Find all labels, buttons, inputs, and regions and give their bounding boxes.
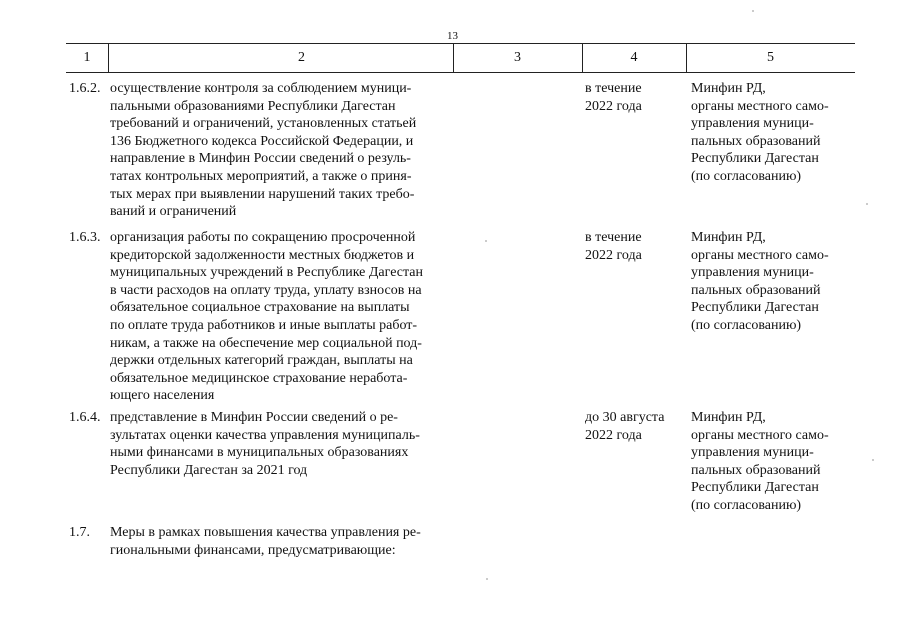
row-term: до 30 августа 2022 года: [585, 410, 665, 443]
column-header-2: 2: [298, 50, 305, 65]
row-number: 1.6.3.: [69, 230, 101, 245]
row-term: в течение 2022 года: [585, 230, 642, 263]
column-header-1: 1: [83, 50, 91, 65]
row-description: организация работы по сокращению просроченной кредиторской задолженности местных бюджетов и муниципальных учреждений в Республике Дагестан в части расходов на оплату труда, уплату взносов на обязательное социальное страхование на выплаты по оплате труда работников и иные выплаты работ- никам, а также на обеспечение мер социальной под- держки отдельных категорий граждан, выплаты на обязательное медицинское страхование неработа- ющего населения: [110, 230, 423, 404]
row-number: 1.6.2.: [69, 81, 101, 96]
scan-speck: [752, 10, 754, 12]
row-description: осуществление контроля за соблюдением муници- пальными образованиями Республики Дагестан требований и ограничений, установленных статьей 136 Бюджетного кодекса Российской Федерации, и направление в Минфин России сведений о резуль- татах контрольных мероприятий, а также о приня- тых мерах при выявлении нарушений таких требо- ваний и ограничений: [110, 81, 417, 220]
column-header-4: 4: [630, 50, 638, 65]
scan-speck: [485, 240, 487, 242]
row-responsible: Минфин РД, органы местного само- управления муници- пальных образований Республики Дагестан (по согласованию): [691, 410, 829, 513]
row-description: Меры в рамках повышения качества управления ре- гиональными финансами, предусматривающие:: [110, 525, 421, 558]
page-number: 13: [447, 30, 458, 42]
row-description: представление в Минфин России сведений о ре- зультатах оценки качества управления муниципаль- ными финансами в муниципальных образованиях Республики Дагестан за 2021 год: [110, 410, 420, 478]
row-term: в течение 2022 года: [585, 81, 642, 114]
column-header-3: 3: [514, 50, 521, 65]
row-number: 1.6.4.: [69, 410, 101, 425]
row-responsible: Минфин РД, органы местного само- управления муници- пальных образований Республики Дагестан (по согласованию): [691, 81, 829, 184]
table-header: [66, 43, 855, 73]
row-responsible: Минфин РД, органы местного само- управления муници- пальных образований Республики Дагестан (по согласованию): [691, 230, 829, 333]
scan-speck: [866, 203, 868, 205]
scan-speck: [486, 578, 488, 580]
column-header-5: 5: [767, 50, 774, 65]
scan-speck: [872, 459, 874, 461]
row-number: 1.7.: [69, 525, 90, 540]
